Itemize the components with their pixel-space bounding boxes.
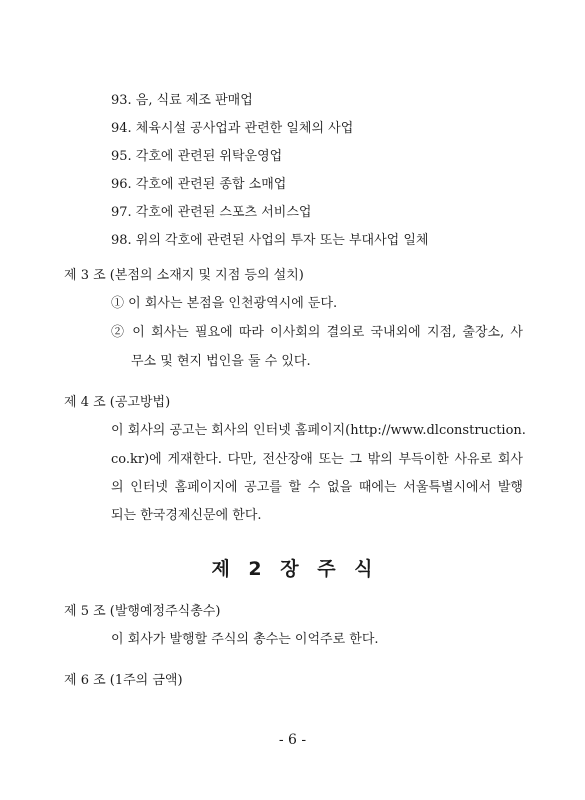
- article-6-heading: 제 6 조 (1주의 금액): [64, 673, 183, 688]
- business-item-93: 93. 음, 식료 제조 판매업: [111, 93, 253, 108]
- article-3-clause-2-line-1: ② 이 회사는 필요에 따라 이사회의 결의로 국내외에 지점, 출장소, 사: [111, 325, 523, 340]
- article-5-line-1: 이 회사가 발행할 주식의 총수는 이억주로 한다.: [111, 632, 379, 647]
- business-item-95: 95. 각호에 관련된 위탁운영업: [111, 149, 283, 164]
- business-item-94: 94. 체육시설 공사업과 관련한 일체의 사업: [111, 121, 354, 136]
- article-4-line-1: 이 회사의 공고는 회사의 인터넷 홈페이지(http://www.dlconstruction.: [111, 423, 526, 438]
- article-4-line-4: 되는 한국경제신문에 한다.: [111, 508, 262, 523]
- page-number: - 6 -: [278, 732, 307, 748]
- article-4-line-3: 의 인터넷 홈페이지에 공고를 할 수 없을 때에는 서울특별시에서 발행: [111, 480, 523, 495]
- business-item-96: 96. 각호에 관련된 종합 소매업: [111, 177, 287, 192]
- article-3-clause-1: ① 이 회사는 본점을 인천광역시에 둔다.: [111, 296, 338, 311]
- article-4-heading: 제 4 조 (공고방법): [64, 395, 171, 410]
- article-5-heading: 제 5 조 (발행예정주식총수): [64, 604, 221, 619]
- business-item-98: 98. 위의 각호에 관련된 사업의 투자 또는 부대사업 일체: [111, 233, 429, 248]
- chapter-2-title: 제 2 장 주 식: [211, 558, 374, 580]
- article-4-line-2: co.kr)에 게재한다. 다만, 전산장애 또는 그 밖의 부득이한 사유로 회사: [111, 452, 523, 467]
- article-3-heading: 제 3 조 (본점의 소재지 및 지점 등의 설치): [64, 268, 304, 283]
- business-item-97: 97. 각호에 관련된 스포츠 서비스업: [111, 205, 312, 220]
- article-3-clause-2-line-2: 무소 및 현지 법인을 둘 수 있다.: [131, 354, 311, 369]
